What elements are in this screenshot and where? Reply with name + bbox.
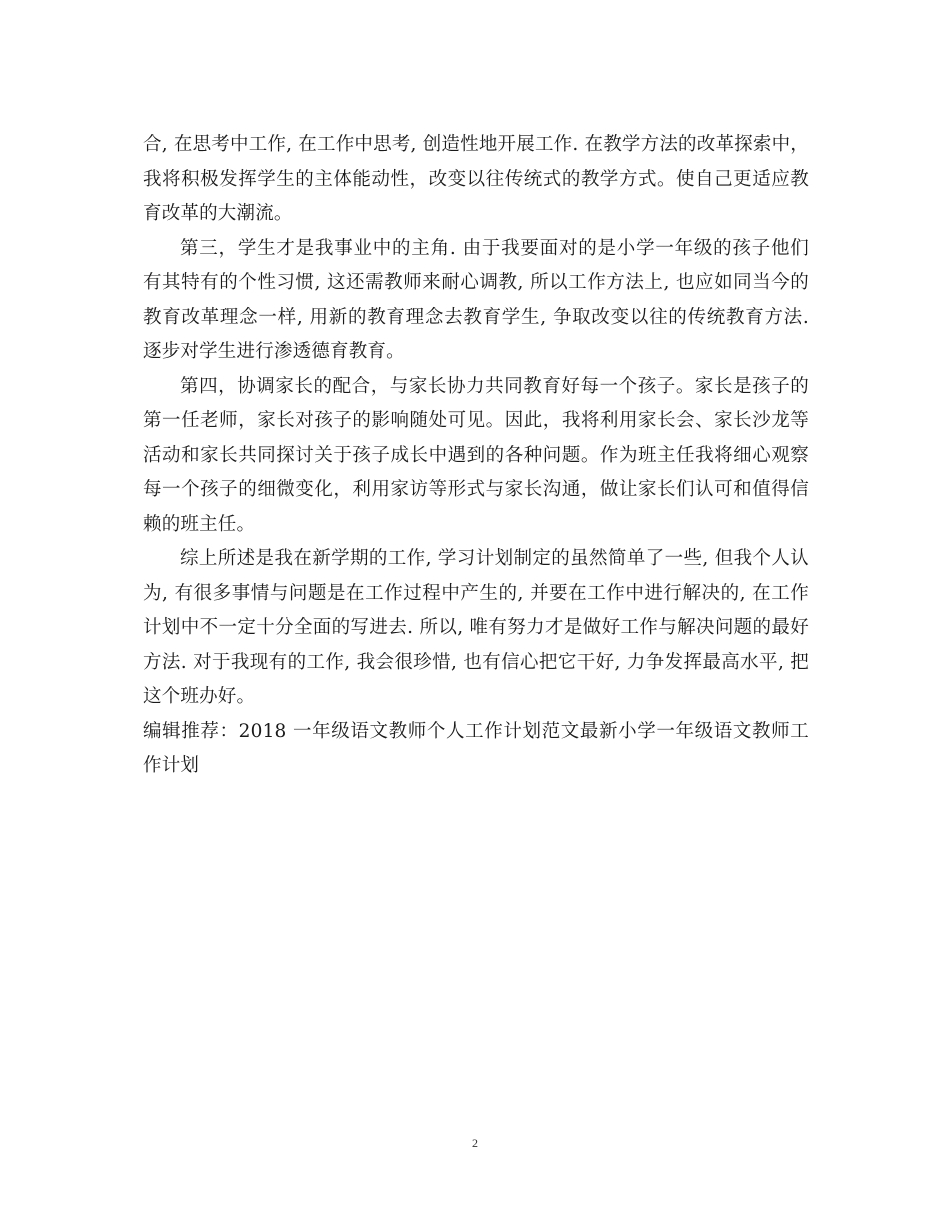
paragraph-third-point: 第三，学生才是我事业中的主角. 由于我要面对的是小学一年级的孩子他们有其特有的个性习惯, 这还需教师来耐心调教, 所以工作方法上, 也应如同当今的教育改革理念一样, 用新的教育理念去教育学生, 争取改变以往的传统教育方法. 逐步对学生进行渗透德育教育。 bbox=[143, 237, 809, 362]
page-number: 2 bbox=[472, 1136, 478, 1150]
document-body bbox=[143, 128, 809, 784]
paragraph-continuation: 合, 在思考中工作, 在工作中思考, 创造性地开展工作. 在教学方法的改革探索中，我将积极发挥学生的主体能动性，改变以往传统式的教学方式。使自己更适应教育改革的大潮流。 bbox=[143, 134, 809, 224]
editor-recommendation: 编辑推荐：2018 一年级语文教师个人工作计划范文最新小学一年级语文教师工作计划 bbox=[143, 720, 809, 776]
paragraph-summary: 综上所述是我在新学期的工作, 学习计划制定的虽然简单了一些, 但我个人认为, 有很多事情与问题是在工作过程中产生的, 并要在工作中进行解决的, 在工作计划中不一定十分全面的写进去. 所以, 唯有努力才是做好工作与解决问题的最好方法. 对于我现有的工作, 我会很珍惜, 也有信心把它干好, 力争发挥最高水平, 把这个班办好。 bbox=[143, 548, 809, 707]
paragraph-fourth-point: 第四，协调家长的配合，与家长协力共同教育好每一个孩子。家长是孩子的第一任老师，家长对孩子的影响随处可见。因此，我将利用家长会、家长沙龙等活动和家长共同探讨关于孩子成长中遇到的各种问题。作为班主任我将细心观察每一个孩子的细微变化，利用家访等形式与家长沟通，做让家长们认可和值得信赖的班主任。 bbox=[143, 375, 809, 535]
